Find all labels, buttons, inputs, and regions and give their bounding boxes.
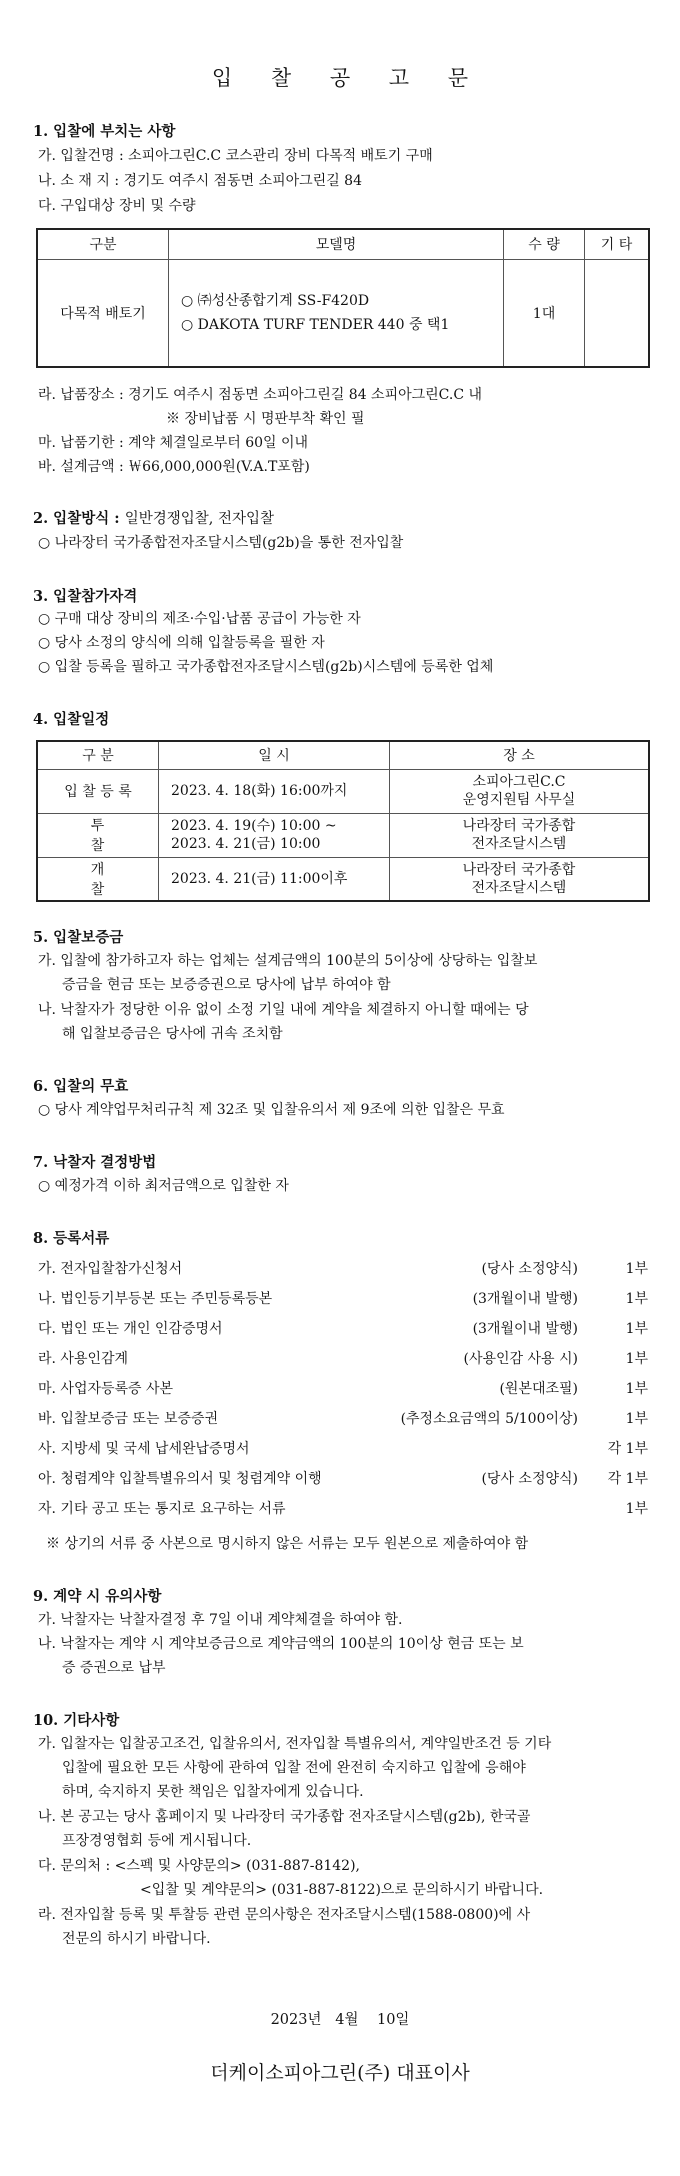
section-8-heading: 8. 등록서류	[33, 1230, 110, 1247]
schedule-place	[390, 813, 650, 857]
th-model: 모델명	[169, 229, 504, 259]
s1-item-ba: 바. 설계금액 : ￦66,000,000원(V.A.T포함)	[38, 459, 310, 475]
schedule-date	[159, 813, 390, 857]
section-4-heading: 4. 입찰일정	[33, 711, 110, 728]
section-3-heading: 3. 입찰참가자격	[33, 588, 138, 605]
schedule-label: 입 찰 등 록	[37, 769, 159, 813]
s7-line-1: ○ 예정가격 이하 최저금액으로 입찰한 자	[38, 1178, 289, 1194]
schedule-place-line-2: 전자조달시스템	[471, 836, 567, 852]
doc-item-count: 1부	[625, 1261, 648, 1277]
s1-item-na: 나. 소 재 지 : 경기도 여주시 점동면 소피아그린길 84	[38, 173, 362, 189]
section-2-heading	[33, 507, 274, 528]
doc-item-count: 1부	[625, 1351, 648, 1367]
model-option-2: ○ DAKOTA TURF TENDER 440 중 택1	[181, 316, 450, 333]
doc-item-label: 바. 입찰보증금 또는 보증증권	[38, 1411, 219, 1427]
s5-ga-line-1: 가. 입찰에 참가하고자 하는 업체는 설계금액의 100분의 5이상에 상당하는 입찰보	[38, 953, 538, 969]
s10-ra-line-2: 전문의 하시기 바랍니다.	[62, 1931, 211, 1947]
equipment-table-header	[37, 229, 649, 259]
doc-item-note: (사용인감 사용 시)	[463, 1351, 578, 1367]
s3-line-1: ○ 구매 대상 장비의 제조·수입·납품 공급이 가능한 자	[38, 611, 361, 627]
doc-item-label: 마. 사업자등록증 사본	[38, 1381, 174, 1397]
schedule-date-line-1: 2023. 4. 19(수) 10:00 ~	[171, 818, 337, 834]
schedule-date	[159, 769, 390, 813]
schedule-table-header	[37, 741, 649, 769]
s10-na-line-1: 나. 본 공고는 당사 홈페이지 및 나라장터 국가종합 전자조달시스템(g2b), 한국골	[38, 1809, 531, 1825]
equipment-table	[36, 228, 650, 368]
notice-date: 2023년 4월 10일	[270, 2012, 410, 2028]
s10-na-line-2: 프장경영협회 등에 게시됩니다.	[62, 1833, 252, 1849]
schedule-place-line-1: 나라장터 국가종합	[462, 818, 576, 834]
s3-line-3: ○ 입찰 등록을 필하고 국가종합전자조달시스템(g2b)시스템에 등록한 업체	[38, 659, 494, 675]
schedule-place-line-1: 나라장터 국가종합	[462, 861, 576, 878]
schedule-date-line-2: 2023. 4. 21(금) 10:00	[171, 836, 321, 852]
section-9-heading: 9. 계약 시 유의사항	[33, 1588, 162, 1605]
th-category: 구분	[37, 229, 169, 259]
s5-ga-line-2: 증금을 현금 또는 보증증권으로 당사에 납부 하여야 함	[62, 977, 391, 993]
section-2-heading-value: 일반경쟁입찰, 전자입찰	[124, 511, 274, 527]
schedule-place-line-2: 전자조달시스템	[471, 879, 567, 896]
doc-item-note: (당사 소정양식)	[481, 1471, 578, 1487]
schedule-place	[390, 857, 650, 901]
section-1-heading: 1. 입찰에 부치는 사항	[33, 123, 176, 140]
th-division: 구 분	[37, 741, 159, 769]
schedule-row	[37, 769, 649, 813]
doc-item-count: 1부	[625, 1381, 648, 1397]
doc-item-label: 자. 기타 공고 또는 통지로 요구하는 서류	[38, 1501, 286, 1517]
section-5-heading: 5. 입찰보증금	[33, 929, 124, 946]
schedule-table	[36, 740, 650, 902]
section-2-heading-label: 2. 입찰방식 :	[33, 510, 120, 527]
s10-ga-line-3: 하며, 숙지하지 못한 책임은 입찰자에게 있습니다.	[62, 1784, 364, 1800]
section-10-heading: 10. 기타사항	[33, 1712, 120, 1729]
schedule-place-line-1: 소피아그린C.C	[472, 774, 566, 790]
doc-item-count: 각 1부	[607, 1441, 648, 1457]
s1-item-ga: 가. 입찰건명 : 소피아그린C.C 코스관리 장비 다목적 배토기 구매	[38, 148, 433, 164]
page-title: 입 찰 공 고 문	[211, 66, 485, 90]
s10-da-line-1: 다. 문의처 : <스펙 및 사양문의> (031-887-8142),	[38, 1858, 360, 1874]
doc-item-label: 가. 전자입찰참가신청서	[38, 1261, 183, 1277]
doc-item-label: 아. 청렴계약 입찰특별유의서 및 청렴계약 이행	[38, 1471, 322, 1487]
schedule-place-line-2: 운영지원팀 사무실	[462, 792, 576, 808]
schedule-date	[159, 857, 390, 901]
s8-footnote: ※ 상기의 서류 중 사본으로 명시하지 않은 서류는 모두 원본으로 제출하여야 함	[46, 1536, 529, 1552]
doc-item-count: 1부	[625, 1411, 648, 1427]
s9-na-line-1: 나. 낙찰자는 계약 시 계약보증금으로 계약금액의 100분의 10이상 현금 또는 보	[38, 1636, 524, 1652]
cell-models	[169, 259, 504, 367]
s10-da-line-2: <입찰 및 계약문의> (031-887-8122)으로 문의하시기 바랍니다.	[140, 1882, 544, 1898]
cell-quantity: 1대	[504, 259, 585, 367]
s5-na-line-1: 나. 낙찰자가 정당한 이유 없이 소정 기일 내에 계약을 체결하지 아니할 때에는 당	[38, 1002, 529, 1018]
th-etc: 기 타	[585, 229, 650, 259]
doc-item-label: 라. 사용인감계	[38, 1351, 129, 1367]
doc-item-label: 사. 지방세 및 국세 납세완납증명서	[38, 1441, 250, 1457]
doc-item-note: (추정소요금액의 5/100이상)	[400, 1411, 578, 1427]
schedule-row	[37, 813, 649, 857]
doc-item-note: (3개월이내 발행)	[472, 1321, 578, 1337]
doc-item-label: 나. 법인등기부등본 또는 주민등록등본	[38, 1291, 273, 1307]
s9-ga: 가. 낙찰자는 낙찰자결정 후 7일 이내 계약체결을 하여야 함.	[38, 1612, 403, 1628]
doc-item-note: (3개월이내 발행)	[472, 1291, 578, 1307]
s6-line-1: ○ 당사 계약업무처리규칙 제 32조 및 입찰유의서 제 9조에 의한 입찰은 무효	[38, 1102, 505, 1118]
schedule-label: 개 찰	[37, 857, 159, 901]
equipment-table-row	[37, 259, 649, 367]
doc-item-count: 1부	[625, 1501, 648, 1517]
doc-item-count: 1부	[625, 1291, 648, 1307]
s1-item-da: 다. 구입대상 장비 및 수량	[38, 198, 196, 214]
schedule-date-line-1: 2023. 4. 21(금) 11:00이후	[171, 870, 348, 887]
th-datetime: 일 시	[159, 741, 390, 769]
s10-ra-line-1: 라. 전자입찰 등록 및 투찰등 관련 문의사항은 전자조달시스템(1588-0800)에 사	[38, 1907, 531, 1923]
schedule-row	[37, 857, 649, 901]
s10-ga-line-1: 가. 입찰자는 입찰공고조건, 입찰유의서, 전자입찰 특별유의서, 계약일반조건 등 기타	[38, 1736, 552, 1752]
doc-item-label: 다. 법인 또는 개인 인감증명서	[38, 1321, 223, 1337]
doc-item-count: 1부	[625, 1321, 648, 1337]
s3-line-2: ○ 당사 소정의 양식에 의해 입찰등록을 필한 자	[38, 635, 325, 651]
s1-item-ra-note: ※ 장비납품 시 명판부착 확인 필	[166, 411, 365, 427]
issuer-name: 더케이소피아그린(주) 대표이사	[210, 2062, 470, 2084]
cell-category: 다목적 배토기	[37, 259, 169, 367]
doc-item-note: (원본대조필)	[499, 1381, 578, 1397]
th-place: 장 소	[390, 741, 650, 769]
doc-item-note: (당사 소정양식)	[481, 1261, 578, 1277]
s1-item-ra: 라. 납품장소 : 경기도 여주시 점동면 소피아그린길 84 소피아그린C.C 내	[38, 387, 483, 403]
s5-na-line-2: 해 입찰보증금은 당사에 귀속 조치함	[62, 1026, 283, 1042]
s1-item-ma: 마. 납품기한 : 계약 체결일로부터 60일 이내	[38, 435, 309, 451]
section-6-heading: 6. 입찰의 무효	[33, 1078, 129, 1095]
s10-ga-line-2: 입찰에 필요한 모든 사항에 관하여 입찰 전에 완전히 숙지하고 입찰에 응해야	[62, 1760, 526, 1776]
cell-etc	[585, 259, 650, 367]
s2-line-1: ○ 나라장터 국가종합전자조달시스템(g2b)을 통한 전자입찰	[38, 535, 404, 551]
schedule-date-line-1: 2023. 4. 18(화) 16:00까지	[171, 783, 348, 799]
th-quantity: 수 량	[504, 229, 585, 259]
s9-na-line-2: 증 증권으로 납부	[62, 1660, 166, 1676]
section-7-heading: 7. 낙찰자 결정방법	[33, 1154, 157, 1171]
schedule-place	[390, 769, 650, 813]
schedule-label: 투 찰	[37, 813, 159, 857]
doc-item-count: 각 1부	[607, 1471, 648, 1487]
model-option-1: ○ ㈜성산종합기계 SS-F420D	[181, 292, 370, 309]
